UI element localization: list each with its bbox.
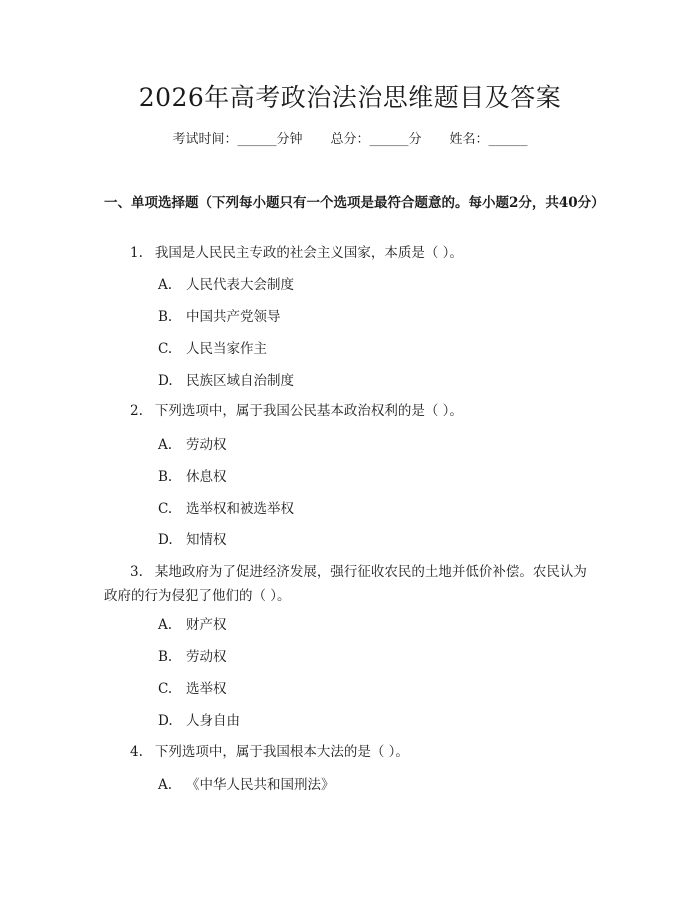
option-text: 中国共产党领导 <box>186 309 281 325</box>
question-3 <box>104 560 600 608</box>
option-text: 选举权和被选举权 <box>186 501 294 517</box>
option-letter: C. <box>158 341 173 357</box>
option-2b <box>158 467 227 487</box>
total-score-field: 总分：______分 <box>330 132 422 147</box>
option-1b <box>158 307 281 327</box>
option-3c <box>158 679 227 699</box>
page-title: 2026年高考政治法治思维题目及答案 <box>138 83 562 112</box>
option-text: 休息权 <box>186 469 227 485</box>
option-2c <box>158 499 294 519</box>
question-4 <box>104 740 600 764</box>
option-1a <box>158 275 294 295</box>
option-letter: B. <box>158 309 173 325</box>
option-text: 选举权 <box>186 681 227 697</box>
option-text: 人民代表大会制度 <box>186 277 294 293</box>
question-text: 我国是人民民主专政的社会主义国家，本质是（ ）。 <box>154 245 463 261</box>
option-letter: C. <box>158 681 173 697</box>
question-text: 某地政府为了促进经济发展，强行征收农民的土地并低价补偿。农民认为政府的行为侵犯了他们的（ ）。 <box>104 564 587 604</box>
option-3a <box>158 615 227 635</box>
option-letter: C. <box>158 501 173 517</box>
option-letter: A. <box>158 777 173 793</box>
option-letter: A. <box>158 437 173 453</box>
option-text: 知情权 <box>186 532 227 548</box>
option-2d <box>158 530 227 550</box>
option-text: 人民当家作主 <box>186 341 267 357</box>
option-letter: D. <box>158 532 173 548</box>
option-text: 人身自由 <box>186 713 240 729</box>
option-1c <box>158 339 267 359</box>
exam-meta <box>0 130 700 150</box>
section-heading: 一、单项选择题（下列每小题只有一个选项是最符合题意的。每小题2分，共40分） <box>104 195 605 211</box>
option-2a <box>158 435 227 455</box>
option-letter: D. <box>158 713 173 729</box>
student-name-field: 姓名：______ <box>449 132 528 147</box>
question-number: 1. <box>130 245 143 261</box>
question-1 <box>104 241 600 265</box>
option-text: 民族区域自治制度 <box>186 373 294 389</box>
option-1d <box>158 371 294 391</box>
option-4a <box>158 775 335 795</box>
question-text: 下列选项中，属于我国根本大法的是（ ）。 <box>154 744 409 760</box>
option-text: 《中华人民共和国刑法》 <box>186 777 335 793</box>
option-text: 劳动权 <box>186 437 227 453</box>
option-3d <box>158 711 240 731</box>
question-text: 下列选项中，属于我国公民基本政治权利的是（ ）。 <box>154 403 463 419</box>
exam-time-field: 考试时间：______分钟 <box>172 132 303 147</box>
option-letter: B. <box>158 469 173 485</box>
question-number: 4. <box>130 744 143 760</box>
option-letter: B. <box>158 649 173 665</box>
question-number: 2. <box>130 403 143 419</box>
question-number: 3. <box>130 564 143 580</box>
option-letter: A. <box>158 277 173 293</box>
question-2 <box>104 399 600 423</box>
option-letter: A. <box>158 617 173 633</box>
option-text: 财产权 <box>186 617 227 633</box>
option-text: 劳动权 <box>186 649 227 665</box>
option-3b <box>158 647 227 667</box>
option-letter: D. <box>158 373 173 389</box>
